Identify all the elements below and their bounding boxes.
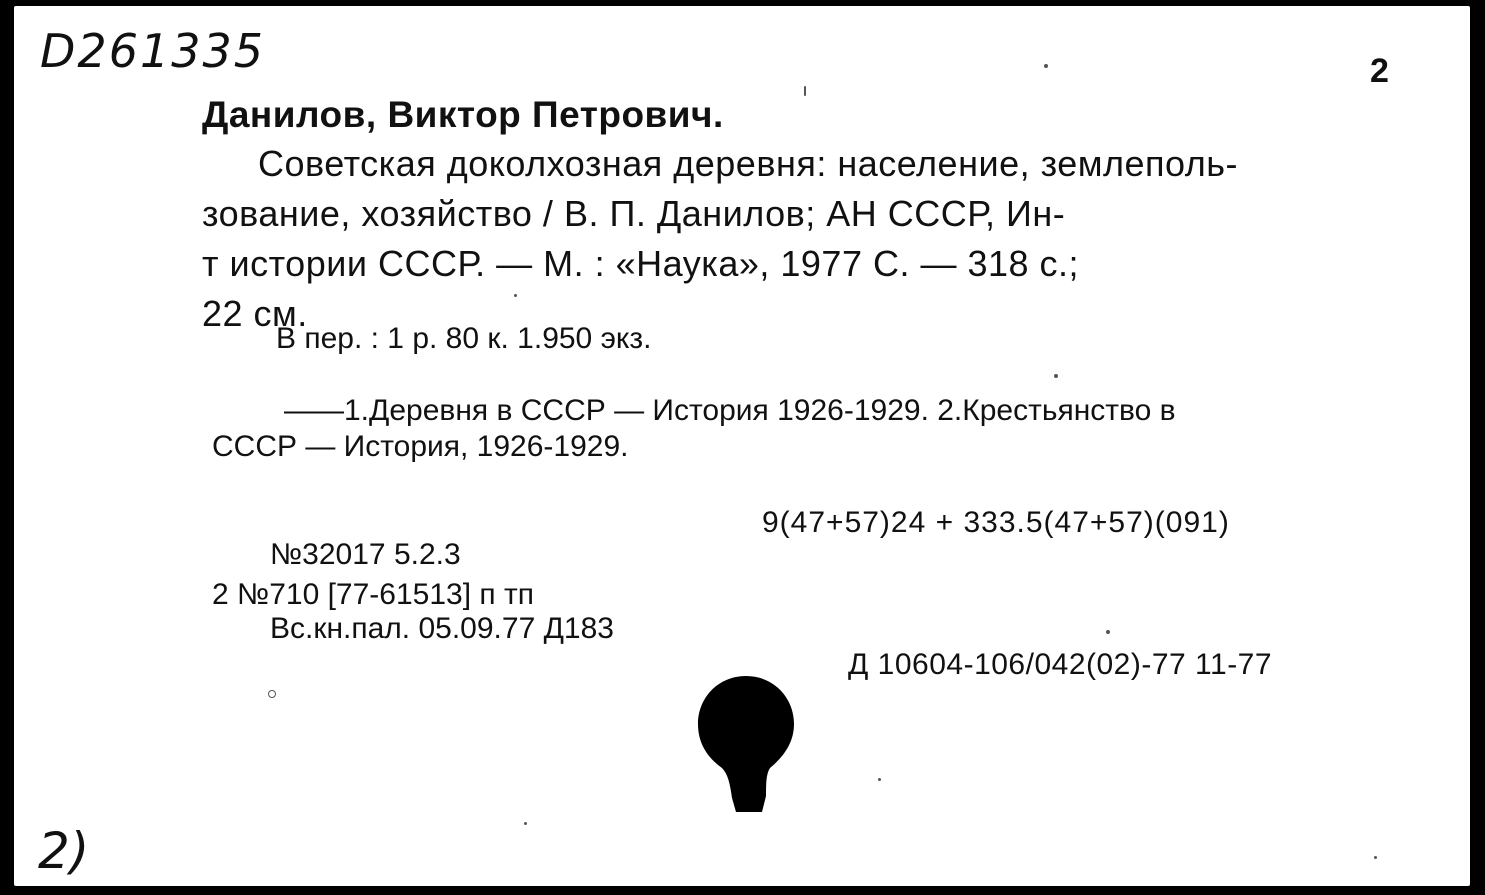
title-line-3: т истории СССР. — М. : «Наука», 1977 С. — 318 с.; (202, 243, 1080, 284)
speck (804, 86, 806, 96)
speck (524, 822, 527, 825)
price-code: Д 10604-106/042(02)-77 11-77 (848, 648, 1273, 681)
book-chamber-line: Вс.кн.пал. 05.09.77 Д183 (270, 612, 614, 645)
price-line: В пер. : 1 р. 80 к. 1.950 экз. (276, 322, 652, 355)
title-line-2: зование, хозяйство / В. П. Данилов; АН СССР, Ин- (202, 193, 1066, 234)
subjects-line-1: ——1.Деревня в СССР — История 1926-1929. 2.Крестьянство в (284, 394, 1176, 427)
record-number: №32017 5.2.3 (270, 538, 461, 571)
speck (1054, 374, 1058, 378)
speck (1106, 630, 1110, 634)
inventory-number: D261335 (40, 24, 266, 78)
handwritten-mark: 2) (38, 822, 90, 880)
catalog-card (14, 6, 1470, 886)
title-line-4: 22 см. (202, 293, 308, 334)
speck (1374, 856, 1377, 859)
punch-hole (696, 672, 796, 814)
author-heading: Данилов, Виктор Петрович. (202, 94, 724, 135)
order-line: 2 №710 [77-61513] п тп (212, 578, 534, 611)
speck (514, 294, 517, 297)
subjects-line-2: СССР — История, 1926-1929. (212, 430, 629, 463)
speck (878, 778, 881, 781)
title-line-1: Советская доколхозная деревня: население, землеполь- (258, 143, 1238, 184)
speck (1044, 64, 1048, 68)
corner-number: 2 (1370, 52, 1389, 90)
classification-code: 9(47+57)24 + 333.5(47+57)(091) (762, 506, 1230, 539)
title-block (202, 139, 1374, 339)
speck (268, 690, 276, 698)
